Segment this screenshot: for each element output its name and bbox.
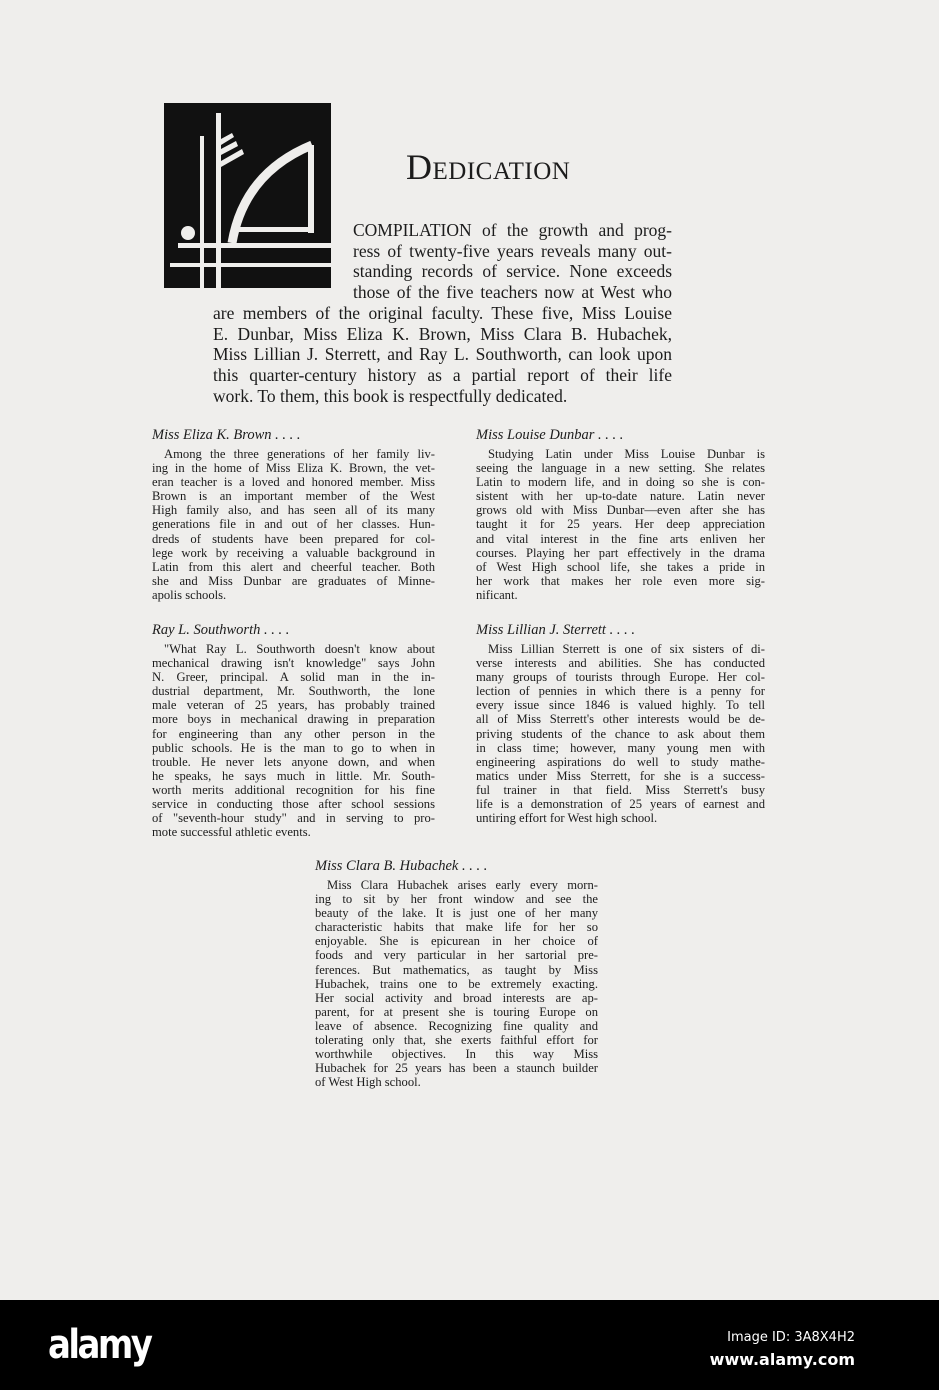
section-text-line: apolis schools. bbox=[152, 587, 227, 602]
section-text-line: Miss Clara Hubachek arises early every morn- bbox=[327, 878, 598, 892]
section-text-line: mote successful athletic events. bbox=[152, 825, 311, 840]
section-text-line: ferences. But mathematics, as taught by Miss bbox=[315, 962, 598, 977]
section-text-line: enjoyable. She is epicurean in her choice of bbox=[315, 934, 598, 949]
section-text-line: ing to sit by her front window and see the bbox=[315, 892, 598, 907]
section-text-line: trouble. He never lets anyone down, and when bbox=[152, 754, 435, 769]
section-text-line: Among the three generations of her family liv- bbox=[164, 447, 435, 461]
section-text-line: ing in the home of Miss Eliza K. Brown, the vet- bbox=[152, 461, 435, 476]
intro-line: are members of the original faculty. These five, Miss Louise bbox=[213, 302, 672, 323]
section-text-line: Hubachek, trains one to be extremely exacting. bbox=[315, 976, 598, 991]
section-text-line: characteristic habits that make life for her so bbox=[315, 920, 598, 935]
intro-line: COMPILATION of the growth and prog- bbox=[353, 220, 672, 240]
section-text-line: dreds of students have been prepared for col- bbox=[152, 531, 435, 546]
section-text-line: she and Miss Dunbar are graduates of Minne- bbox=[152, 573, 435, 588]
section-text-line: "What Ray L. Southworth doesn't know about bbox=[164, 642, 435, 656]
section-text-line: lege work by receiving a valuable background in bbox=[152, 545, 435, 560]
section-text-line: in class time; however, many young men with bbox=[476, 740, 765, 755]
section-text-line: and vital interest in the fine arts enliven her bbox=[476, 531, 765, 546]
intro-line: standing records of service. None exceeds bbox=[353, 261, 672, 282]
watermark-footer bbox=[0, 1300, 939, 1390]
section-heading: Ray L. Southworth . . . . bbox=[152, 622, 290, 638]
teacher-section bbox=[476, 622, 765, 825]
intro-line: E. Dunbar, Miss Eliza K. Brown, Miss Clara B. Hubachek, bbox=[213, 323, 672, 344]
section-text-line: matics under Miss Sterrett, for she is a success- bbox=[476, 768, 765, 783]
decorative-emblem-icon bbox=[164, 103, 331, 288]
intro-line: this quarter-century history as a partial report of their life bbox=[213, 364, 672, 385]
section-heading: Miss Lillian J. Sterrett . . . . bbox=[476, 622, 635, 638]
section-text-line: foods and very particular in her sartorial pre- bbox=[315, 948, 598, 963]
site-url: www.alamy.com bbox=[709, 1350, 855, 1369]
section-text-line: of West High school life, she takes a pride in bbox=[476, 559, 765, 574]
section-text-line: Latin to modern life, and in doing so she is con- bbox=[476, 475, 765, 490]
teacher-section bbox=[476, 427, 765, 602]
section-text-line: leave of absence. Recognizing fine quality and bbox=[315, 1018, 598, 1033]
section-text-line: eran teacher is a loved and honored member. Miss bbox=[152, 475, 435, 490]
page-title: Dedication bbox=[406, 147, 571, 187]
section-text-line: taught it for 25 years. Her deep appreciation bbox=[476, 517, 765, 532]
section-text-line: mechanical drawing isn't knowledge" says John bbox=[152, 656, 435, 671]
section-text-line: beauty of the lake. It is just one of her many bbox=[315, 906, 598, 921]
section-text-line: High family also, and has seen all of its many bbox=[152, 503, 435, 518]
section-text-line: Brown is an important member of the West bbox=[152, 489, 435, 504]
section-text-line: engineering aspirations do well to study mathe- bbox=[476, 754, 765, 769]
section-text-line: service in conducting those after school sessions bbox=[152, 797, 435, 812]
section-text-line: grows old with Miss Dunbar—even after she has bbox=[476, 503, 765, 518]
teacher-section bbox=[152, 622, 435, 839]
section-text-line: he speaks, he says much in little. Mr. South- bbox=[152, 768, 435, 783]
intro-line: ress of twenty-five years reveals many out- bbox=[353, 240, 672, 261]
section-text-line: of West High school. bbox=[315, 1075, 421, 1090]
section-text-line: male veteran of 25 years, has probably trained bbox=[152, 698, 435, 713]
section-text-line: lection of pennies in which there is a penny for bbox=[476, 684, 765, 699]
section-text-line: sistent with her up-to-date nature. Latin never bbox=[476, 489, 765, 504]
section-text-line: N. Greer, principal. A solid man in the in- bbox=[152, 670, 435, 685]
alamy-logo: alamy bbox=[48, 1322, 151, 1368]
section-text-line: many groups of tourists through Europe. Her col- bbox=[476, 670, 765, 685]
section-heading: Miss Louise Dunbar . . . . bbox=[476, 427, 624, 443]
section-text-line: worth merits additional recognition for his fine bbox=[152, 782, 435, 797]
section-text-line: for engineering than any other person in the bbox=[152, 726, 435, 741]
section-text-line: parent, for at present she is touring Europe on bbox=[315, 1004, 598, 1019]
section-text-line: untiring effort for West high school. bbox=[476, 811, 658, 826]
section-text-line: Studying Latin under Miss Louise Dunbar is bbox=[488, 447, 765, 461]
section-text-line: verse interests and abilities. She has conducted bbox=[476, 656, 765, 671]
section-text-line: Hubachek for 25 years has been a staunch builder bbox=[315, 1061, 598, 1076]
teacher-section bbox=[152, 427, 435, 602]
section-text-line: courses. Playing her part effectively in the drama bbox=[476, 545, 765, 560]
section-text-line: all of Miss Sterrett's other interests would be de- bbox=[476, 712, 765, 727]
section-text-line: public schools. He is the man to go to when in bbox=[152, 740, 435, 755]
section-text-line: ful trainer in that field. Miss Sterrett's busy bbox=[476, 782, 765, 797]
section-text-line: her work that makes her role even more sig- bbox=[476, 573, 765, 588]
section-text-line: Latin from this alert and cheerful teacher. Both bbox=[152, 559, 435, 574]
intro-line: Miss Lillian J. Sterrett, and Ray L. Southworth, can look upon bbox=[213, 344, 672, 365]
section-text-line: Her social activity and broad interests are ap- bbox=[315, 990, 598, 1005]
section-text-line: tolerating only that, she exerts faithful effort for bbox=[315, 1033, 598, 1048]
image-id: Image ID: 3A8X4H2 bbox=[727, 1330, 855, 1345]
section-heading: Miss Eliza K. Brown . . . . bbox=[152, 427, 301, 443]
intro-line: work. To them, this book is respectfully dedicated. bbox=[213, 385, 568, 406]
section-text-line: priving students of the chance to ask about them bbox=[476, 726, 765, 741]
section-text-line: more boys in mechanical drawing in preparation bbox=[152, 712, 435, 727]
section-text-line: nificant. bbox=[476, 587, 518, 602]
section-text-line: every issue since 1846 is valued highly. To tell bbox=[476, 698, 765, 713]
intro-line: those of the five teachers now at West who bbox=[353, 282, 672, 303]
section-text-line: seeing the language in a new setting. She relates bbox=[476, 461, 765, 476]
section-heading: Miss Clara B. Hubachek . . . . bbox=[315, 858, 488, 874]
section-text-line: of "seventh-hour study" and in serving to pro- bbox=[152, 811, 435, 826]
section-text-line: generations file in and out of her classes. Hun- bbox=[152, 517, 435, 532]
section-text-line: Miss Lillian Sterrett is one of six sisters of di- bbox=[488, 642, 765, 656]
section-text-line: worthwhile objectives. In this way Miss bbox=[315, 1047, 598, 1062]
section-text-line: life is a demonstration of 25 years of earnest and bbox=[476, 797, 765, 812]
teacher-section bbox=[315, 858, 598, 1089]
section-text-line: dustrial department, Mr. Southworth, the lone bbox=[152, 684, 435, 699]
